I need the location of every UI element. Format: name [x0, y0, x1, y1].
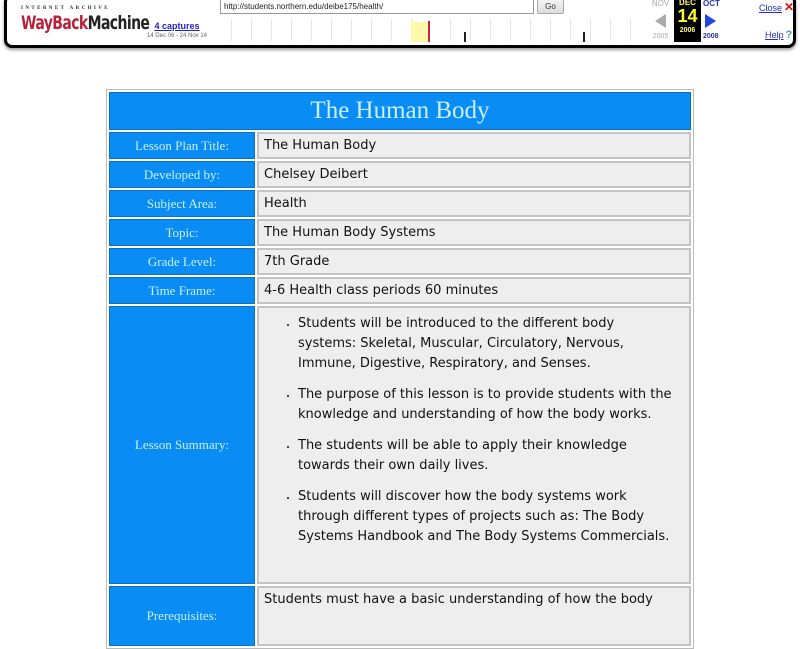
row-label-developed-by: Developed by: [109, 161, 255, 188]
captures-date-range: 14 Dec 06 - 24 Nov 14 [146, 33, 208, 39]
timeline-tick [590, 19, 591, 41]
row-value-time-frame: 4-6 Health class periods 60 minutes [257, 277, 691, 304]
row-label-prerequisites: Prerequisites: [109, 586, 255, 646]
timeline-tick [351, 19, 352, 41]
table-row [109, 586, 691, 646]
timeline-tick [271, 19, 272, 41]
logo-wayback-machine-text [21, 13, 150, 35]
close-icon[interactable]: ✕ [784, 0, 795, 14]
timeline-tick [530, 19, 531, 41]
logo-internet-archive-text: INTERNET ARCHIVE [21, 6, 111, 11]
timeline-tick [391, 19, 392, 41]
row-label-lesson-summary: Lesson Summary: [109, 306, 255, 584]
table-row [109, 190, 691, 217]
table-row [109, 277, 691, 304]
timeline-tick [311, 19, 312, 41]
capture-timeline[interactable] [217, 19, 647, 43]
row-label-time-frame: Time Frame: [109, 277, 255, 304]
close-link[interactable]: Close [759, 3, 783, 13]
prev-year: 2005 [652, 33, 669, 40]
url-input[interactable]: http://students.northern.edu/deibe175/health/ [220, 0, 534, 14]
help-icon[interactable]: ? [785, 29, 793, 41]
prev-month: NOV [651, 0, 670, 8]
timeline-tick [630, 19, 631, 41]
timeline-tick [371, 19, 372, 41]
row-value-subject-area: Health [257, 190, 691, 217]
timeline-tick [470, 19, 471, 41]
row-value-lesson-plan-title: The Human Body [257, 132, 691, 159]
list-item: • The purpose of this lesson is to provide students with the knowledge and understanding of how the body works. [298, 385, 676, 425]
timeline-tick [291, 19, 292, 41]
current-month: DEC [679, 0, 696, 7]
timeline-tick [251, 19, 252, 41]
close-toolbar[interactable] [759, 0, 794, 14]
row-value-developed-by: Chelsey Deibert [257, 161, 691, 188]
captures-link[interactable]: 4 captures [154, 21, 200, 31]
row-label-lesson-plan-title: Lesson Plan Title: [109, 132, 255, 159]
row-value-grade-level: 7th Grade [257, 248, 691, 275]
captures-info [137, 21, 217, 39]
prev-capture-nav [647, 0, 674, 42]
row-label-subject-area: Subject Area: [109, 190, 255, 217]
timeline-capture-marker[interactable] [464, 32, 466, 42]
wayback-logo[interactable] [21, 6, 150, 38]
timeline-current-year-highlight [411, 22, 429, 42]
timeline-tick [490, 19, 491, 41]
next-capture-nav [703, 0, 730, 42]
list-item: • Students will discover how the body systems work through different types of projects such as: The Body Systems Handbook and The Body Systems Commercials. [298, 487, 676, 547]
prev-arrow-icon[interactable] [655, 14, 666, 28]
row-value-prerequisites: Students must have a basic understanding of how the body [257, 586, 691, 646]
list-item: • The students will be able to apply their knowledge towards their own daily lives. [298, 436, 676, 476]
table-row [109, 306, 691, 584]
logo-wayback: WayBack [21, 13, 88, 35]
timeline-tick [331, 19, 332, 41]
row-value-topic: The Human Body Systems [257, 219, 691, 246]
table-row [109, 248, 691, 275]
timeline-tick [231, 19, 232, 41]
current-day: 14 [677, 6, 698, 26]
logo-machine: Machine [87, 13, 150, 35]
timeline-tick [450, 19, 451, 41]
lesson-plan-table [106, 89, 694, 649]
timeline-capture-marker[interactable] [583, 32, 585, 42]
table-row [109, 132, 691, 159]
row-label-grade-level: Grade Level: [109, 248, 255, 275]
timeline-tick [570, 19, 571, 41]
wayback-toolbar [4, 0, 796, 48]
list-item: • Students will be introduced to the different body systems: Skeletal, Muscular, Circulatory, Nervous, Immune, Digestive, Respiratory, and Senses. [298, 314, 676, 374]
help-link[interactable]: Help [765, 30, 784, 40]
current-year: 2006 [679, 27, 696, 34]
table-row [109, 219, 691, 246]
timeline-current-capture-marker[interactable] [428, 21, 430, 42]
lesson-summary-list [264, 308, 684, 582]
table-row [109, 161, 691, 188]
next-month[interactable]: OCT [703, 0, 720, 8]
timeline-tick [610, 19, 611, 41]
next-year[interactable]: 2008 [703, 33, 719, 40]
go-button[interactable]: Go [537, 0, 564, 14]
current-capture-date [674, 0, 701, 42]
help[interactable] [765, 29, 792, 41]
row-label-topic: Topic: [109, 219, 255, 246]
timeline-tick [510, 19, 511, 41]
lesson-title: The Human Body [109, 92, 691, 130]
timeline-tick [550, 19, 551, 41]
next-arrow-icon[interactable] [705, 14, 716, 28]
row-value-lesson-summary [257, 306, 691, 584]
